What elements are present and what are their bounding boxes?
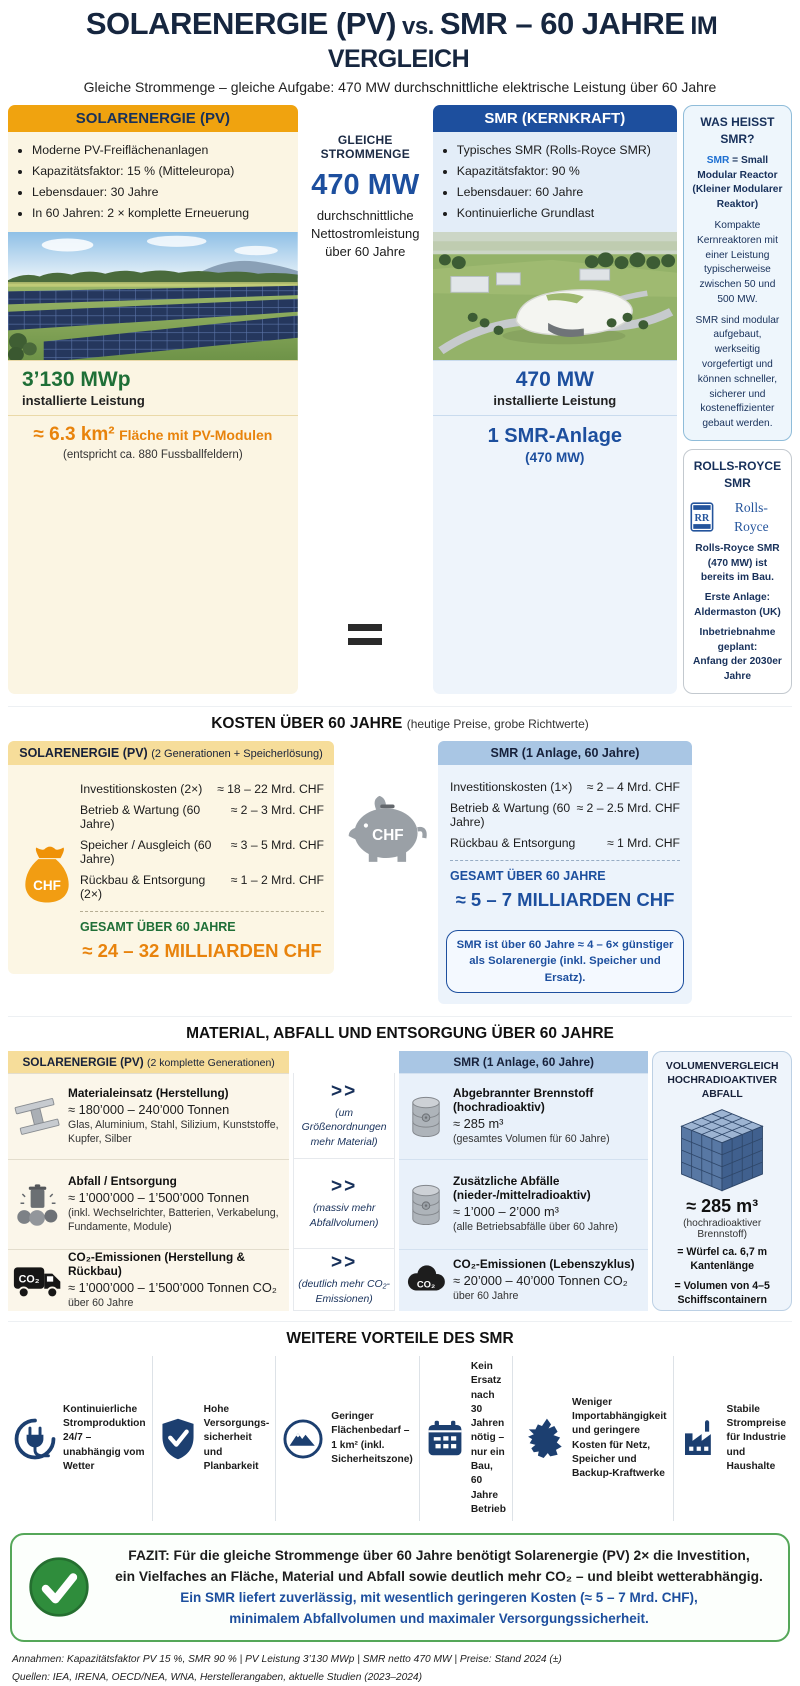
material-row: CO₂ CO₂-Emissionen (Herstellung & Rückbau) ≈ 1’000’000 – 1’500’000 Tonnen CO₂ über 60 Jahre	[8, 1249, 289, 1311]
smr-bullet: • Typisches SMR (Rolls-Royce SMR)	[457, 140, 671, 161]
conclusion-text: FAZIT: Für die gleiche Strommenge über 60 Jahre benötigt Solarenergie (PV) 2× die Investition, ein Vielfaches an Fläche, Material und Abfall sowie deutlich mehr CO₂ – und bleibt wetterabhängig. Ein SMR liefert zuverlässig, mit wesentlich geringeren Kosten (≈ 5 – 7 Mrd. CHF), minimalem Abfallvolumen und maximaler Versorgungssicherheit.	[115, 1548, 763, 1626]
page-title	[8, 8, 792, 73]
europe-map-icon	[519, 1417, 565, 1460]
pv-bullet: • Moderne PV-Freiflächenanlagen	[32, 140, 292, 161]
cost-row: Investitionskosten (1×) ≈ 2 – 4 Mrd. CHF	[450, 779, 680, 794]
pv-material-header: SOLARENERGIE (PV) (2 komplette Generationen)	[8, 1051, 289, 1073]
pv-bullet: • Kapazitätsfaktor: 15 % (Mitteleuropa)	[32, 161, 292, 182]
pv-panel-header: SOLARENERGIE (PV)	[8, 105, 298, 132]
svg-text:CO₂: CO₂	[18, 1273, 40, 1286]
smr-bullet: • Kapazitätsfaktor: 90 %	[457, 161, 671, 182]
waste-barrel-icon	[399, 1183, 453, 1226]
volume-value: ≈ 285 m³	[686, 1196, 759, 1217]
material-row: Materialeinsatz (Herstellung) ≈ 180’000 – 240’000 Tonnen Glas, Aluminium, Stahl, Silizium, Kunststoffe, Kupfer, Silber	[8, 1073, 289, 1159]
footnotes	[12, 1651, 788, 1686]
equals-sign	[348, 617, 382, 652]
calendar-icon	[426, 1419, 464, 1459]
smr-total-label: GESAMT ÜBER 60 JAHRE	[450, 868, 606, 883]
title-main1: SOLARENERGIE (PV)	[85, 6, 396, 41]
sidebar	[683, 105, 792, 694]
smr-capacity-stat	[433, 360, 677, 415]
cost-row: Rückbau & Entsorgung (2×) ≈ 1 – 2 Mrd. CHF	[80, 872, 324, 901]
commissioning: Inbetriebnahme geplant: Anfang der 2030er Jahre	[692, 626, 782, 683]
equal-desc: durchschnittliche Nettostromleistung über 60 Jahre	[311, 208, 420, 260]
smr-material-header: SMR (1 Anlage, 60 Jahre)	[399, 1051, 648, 1073]
sources-note: Quellen: IEA, IRENA, OECD/NEA, WNA, Herstellerangaben, aktuelle Studien (2023–2024)	[12, 1671, 422, 1683]
smr-cost-header: SMR (1 Anlage, 60 Jahre)	[438, 741, 692, 765]
smr-cost-panel	[438, 741, 692, 1004]
smr-column	[433, 105, 677, 694]
volume-title: VOLUMENVERGLEICH HOCHRADIOAKTIVER ABFALL	[665, 1061, 779, 1101]
advantages-heading: WEITERE VORTEILE DES SMR	[286, 1330, 514, 1347]
material-section	[8, 1016, 792, 1311]
svg-text:RR: RR	[694, 513, 710, 525]
factory-icon	[680, 1420, 720, 1457]
rolls-royce-wordmark: Rolls-Royce	[734, 499, 769, 535]
pv-bullet-list	[8, 132, 298, 232]
smr-description-2: SMR sind modular aufgebaut, werkseitig vorgefertigt und können schneller, sicherer und kosteneffizienter gebaut werden.	[695, 314, 780, 430]
title-vs: vs.	[401, 13, 434, 40]
steel-beam-icon	[8, 1095, 68, 1137]
waste-trash-icon	[8, 1183, 68, 1225]
co2-truck-icon	[8, 1262, 68, 1300]
waste-cube-icon	[676, 1106, 768, 1194]
advantage-item: Hohe Versorgungs-sicherheit und Planbarkeit	[152, 1356, 276, 1521]
advantage-item: Kontinuierliche Stromproduktion 24/7 – unabhängig vom Wetter	[8, 1356, 152, 1521]
advantages-section	[8, 1321, 792, 1521]
pv-cost-header: SOLARENERGIE (PV) (2 Generationen + Speicherlösung)	[8, 741, 334, 765]
title-suffix: IM VERGLEICH	[327, 12, 718, 73]
cost-row: Investitionskosten (2×) ≈ 18 – 22 Mrd. CHF	[80, 781, 324, 796]
arrow-cell: >> (um Größenordnungen mehr Material)	[293, 1073, 395, 1159]
smr-panel-header: SMR (KERNKRAFT)	[433, 105, 677, 132]
material-heading: MATERIAL, ABFALL UND ENTSORGUNG ÜBER 60 JAHRE	[186, 1025, 614, 1042]
what-is-smr-box	[683, 105, 792, 441]
smr-plant-photo	[433, 232, 677, 360]
conclusion-box	[10, 1533, 790, 1642]
pv-total-label: GESAMT ÜBER 60 JAHRE	[80, 919, 236, 934]
advantage-item: Geringer Flächenbedarf – 1 km² (inkl. Sicherheitszone)	[275, 1356, 419, 1521]
volume-value-note: (hochradioaktiver Brennstoff)	[683, 1218, 762, 1241]
arrow-cell: >> (massiv mehr Abfallvolumen)	[293, 1159, 395, 1249]
pv-cost-panel	[8, 741, 334, 974]
smr-total-value: ≈ 5 – 7 MILLIARDEN CHF	[455, 888, 675, 910]
plug-icon	[14, 1418, 56, 1460]
rolls-royce-badge-icon	[690, 502, 714, 532]
volume-comparison-box	[652, 1051, 792, 1311]
advantage-item: Weniger Importabhängigkeit und geringere Kosten für Netz, Speicher und Backup-Kraftwerke	[512, 1356, 673, 1521]
header	[8, 8, 792, 95]
svg-text:CHF: CHF	[372, 826, 404, 844]
smr-bullet-list	[433, 132, 677, 232]
check-circle-icon	[28, 1556, 90, 1618]
pv-area-label: Fläche mit PV-Modulen	[119, 426, 273, 443]
smr-plant-value: 1 SMR-Anlage	[487, 424, 623, 447]
pv-area-value: ≈ 6.3 km²	[33, 423, 115, 445]
shield-check-icon	[159, 1417, 197, 1460]
pv-column	[8, 105, 298, 694]
comparison-section	[8, 105, 792, 694]
pv-capacity-label: installierte Leistung	[22, 392, 145, 408]
smr-description-1: Kompakte Kernreaktoren mit einer Leistung typischerweise zwischen 50 und 500 MW.	[696, 220, 778, 305]
advantage-item: Stabile Strompreise für Industrie und Haushalte	[673, 1356, 792, 1521]
smr-capacity-label: installierte Leistung	[493, 392, 617, 408]
smr-plant-note: (470 MW)	[525, 449, 585, 465]
smr-definition: SMR = Small Modular Reactor (Kleiner Modularer Reaktor)	[692, 154, 783, 211]
cost-heading: KOSTEN ÜBER 60 JAHRE (heutige Preise, grobe Richtwerte)	[211, 714, 589, 732]
equal-label: GLEICHE STROMMENGE	[320, 133, 410, 162]
svg-text:CHF: CHF	[33, 877, 61, 893]
divider	[450, 860, 680, 861]
title-main2: SMR – 60 JAHRE	[439, 6, 685, 41]
pv-capacity-value: 3’130 MWp	[22, 367, 131, 391]
cost-row: Rückbau & Entsorgung ≈ 1 Mrd. CHF	[450, 835, 680, 850]
material-row: CO₂ CO₂-Emissionen (Lebenszyklus) ≈ 20’000 – 40’000 Tonnen CO₂ über 60 Jahre	[399, 1249, 648, 1311]
smr-plant-stat	[433, 415, 677, 694]
smr-bullet: • Lebensdauer: 60 Jahre	[457, 182, 671, 203]
pv-capacity-stat	[8, 360, 298, 415]
cost-section	[8, 706, 792, 1004]
rolls-royce-status: Rolls-Royce SMR (470 MW) ist bereits im Bau.	[695, 542, 780, 584]
pv-field-photo	[8, 232, 298, 360]
material-row: Zusätzliche Abfälle (nieder-/mittelradioaktiv) ≈ 1’000 – 2’000 m³ (alle Betriebsabfälle über 60 Jahre)	[399, 1159, 648, 1249]
smr-capacity-value: 470 MW	[515, 367, 594, 391]
pv-area-stat	[8, 415, 298, 694]
volume-container-note: = Volumen von 4–5 Schiffscontainern	[674, 1279, 770, 1306]
volume-cube-note: = Würfel ca. 6,7 m Kantenlänge	[677, 1246, 768, 1273]
pv-bullet: • Lebensdauer: 30 Jahre	[32, 182, 292, 203]
co2-cloud-icon	[399, 1263, 453, 1298]
material-row: Abfall / Entsorgung ≈ 1’000’000 – 1’500’000 Tonnen (inkl. Wechselrichter, Batterien, Verkabelung, Fundamente, Module)	[8, 1159, 289, 1249]
smr-bullet: • Kontinuierliche Grundlast	[457, 203, 671, 224]
first-plant: Erste Anlage: Aldermaston (UK)	[694, 592, 781, 618]
material-row: Abgebrannter Brennstoff (hochradioaktiv) ≈ 285 m³ (gesamtes Volumen für 60 Jahre)	[399, 1073, 648, 1159]
pv-bullet: • In 60 Jahren: 2 × komplette Erneuerung	[32, 203, 292, 224]
pv-total-value: ≈ 24 – 32 MILLIARDEN CHF	[82, 939, 322, 961]
mountain-icon	[282, 1418, 324, 1460]
rolls-royce-box	[683, 449, 792, 694]
svg-text:CO₂: CO₂	[416, 1278, 436, 1290]
cost-row: Betrieb & Wartung (60 Jahre) ≈ 2 – 3 Mrd. CHF	[80, 802, 324, 831]
piggy-bank-icon	[334, 741, 438, 866]
money-bag-icon	[14, 775, 80, 962]
cost-row: Betrieb & Wartung (60 Jahre) ≈ 2 – 2.5 Mrd. CHF	[450, 800, 680, 829]
pv-area-note: (entspricht ca. 880 Fussballfeldern)	[63, 448, 243, 461]
what-is-smr-title: WAS HEISST SMR?	[700, 115, 775, 147]
arrow-cell: >> (deutlich mehr CO₂-Emissionen)	[293, 1249, 395, 1311]
cost-row: Speicher / Ausgleich (60 Jahre) ≈ 3 – 5 Mrd. CHF	[80, 837, 324, 866]
smr-cost-advantage-note: SMR ist über 60 Jahre ≈ 4 – 6× günstiger als Solarenergie (inkl. Speicher und Ersatz).	[446, 930, 684, 993]
fuel-barrel-icon	[399, 1095, 453, 1138]
comparison-arrows-column	[293, 1051, 395, 1311]
pv-material-column	[8, 1051, 289, 1311]
advantage-item: Kein Ersatz nach 30 Jahren nötig – nur ein Bau, 60 Jahre Betrieb	[419, 1356, 512, 1521]
rolls-royce-title: ROLLS-ROYCE SMR	[693, 458, 782, 491]
smr-material-column	[399, 1051, 648, 1311]
page-subtitle: Gleiche Strommenge – gleiche Aufgabe: 470 MW durchschnittliche elektrische Leistung über 60 Jahre	[83, 79, 717, 96]
assumptions-note: Annahmen: Kapazitätsfaktor PV 15 %, SMR 90 % | PV Leistung 3’130 MWp | SMR netto 470 MW | Preise: Stand 2024 (±)	[12, 1653, 562, 1665]
equal-column	[304, 105, 427, 694]
equal-value: 470 MW	[311, 169, 420, 202]
rolls-royce-logo	[690, 498, 785, 537]
divider	[80, 911, 324, 912]
